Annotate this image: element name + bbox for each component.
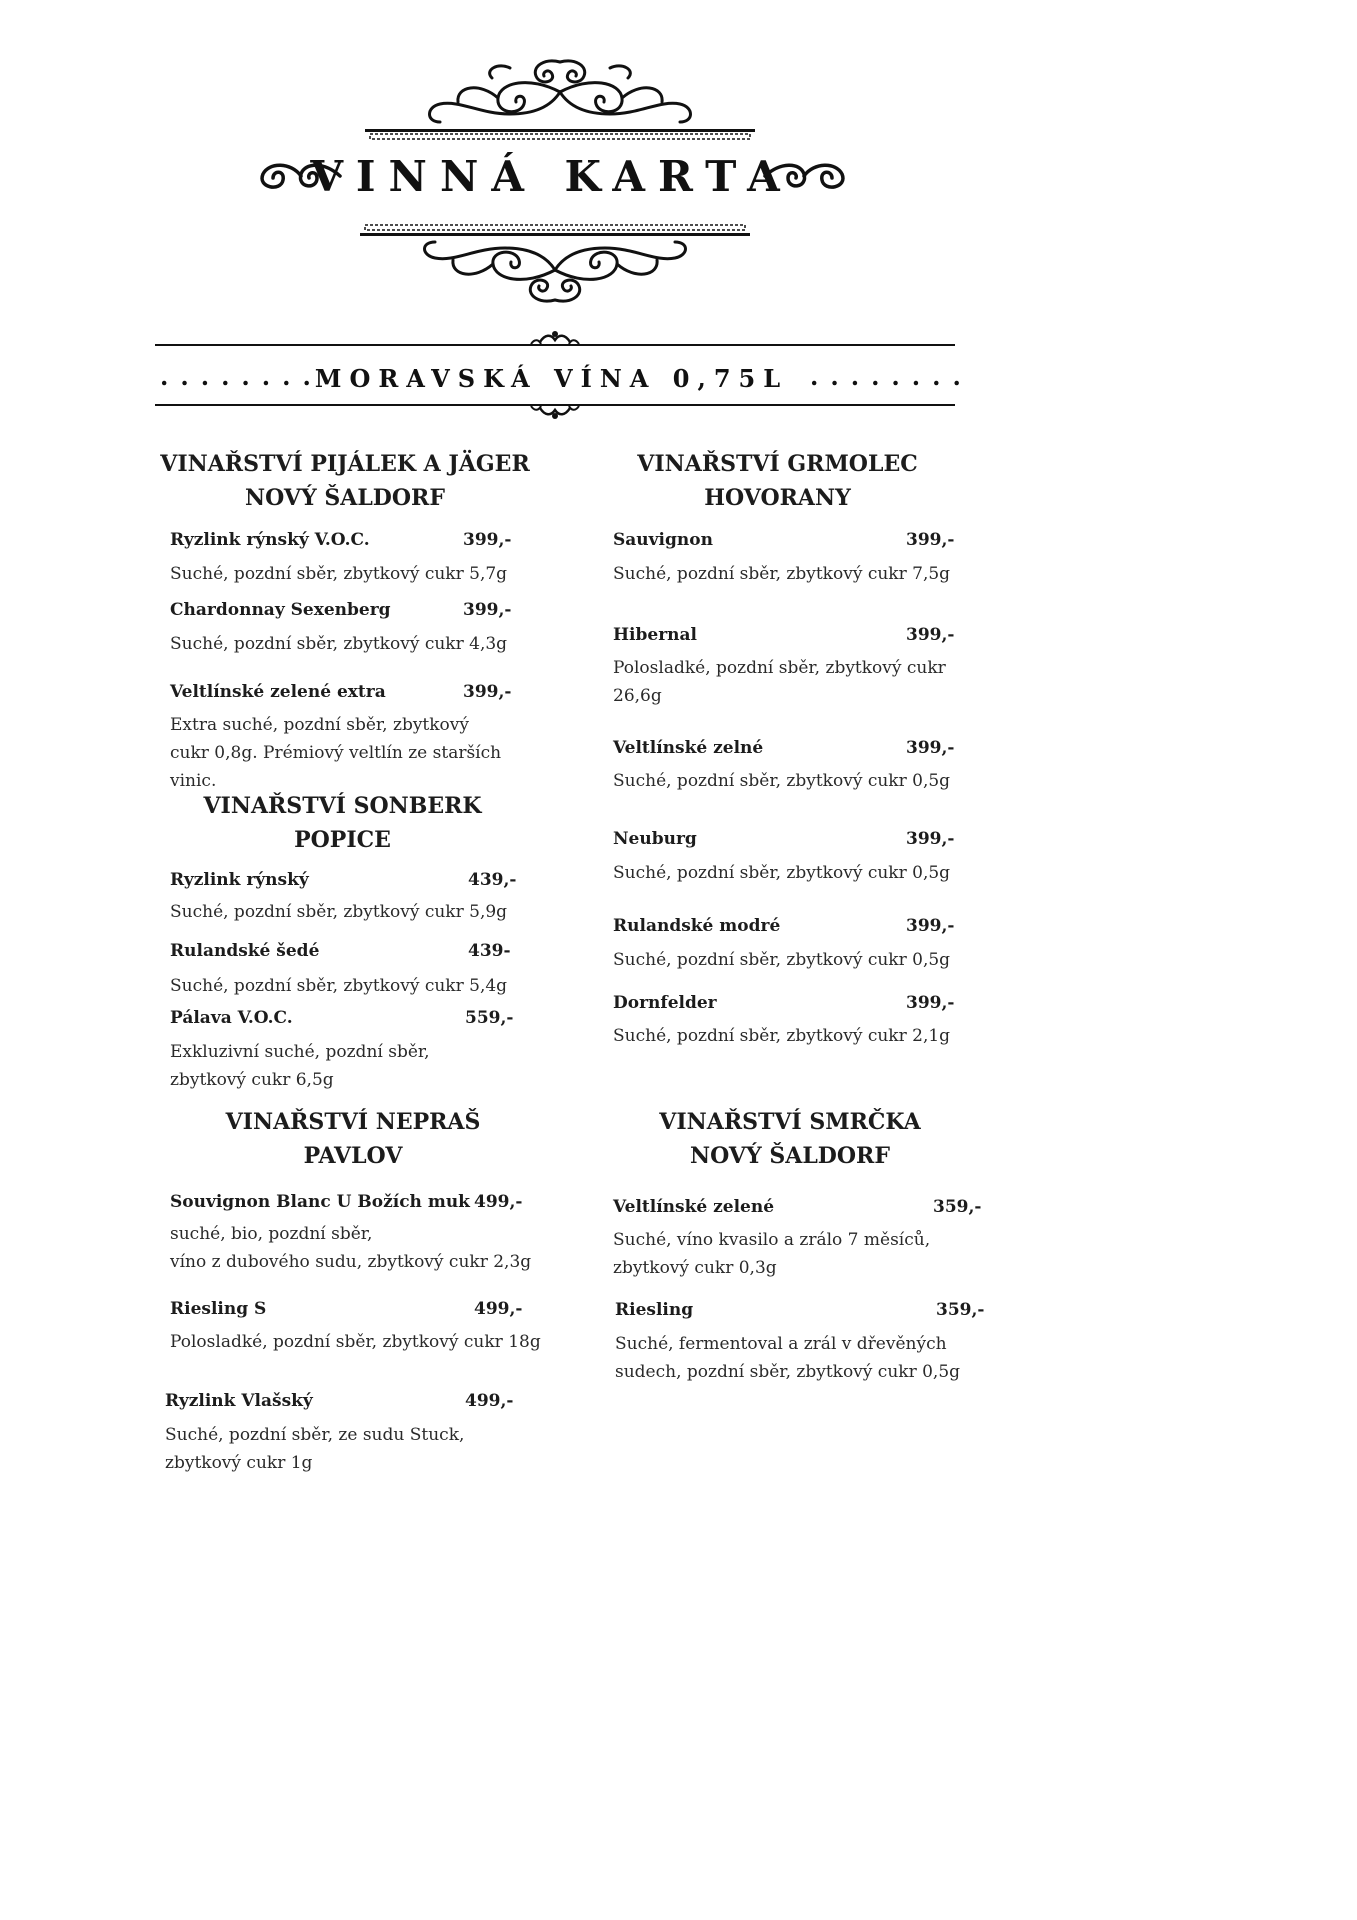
wine-name: Dornfelder xyxy=(613,993,717,1013)
wine-price: 399,- xyxy=(463,530,512,550)
wine-name: Hibernal xyxy=(613,625,698,645)
wine-price: 559,- xyxy=(465,1008,514,1028)
winery-heading xyxy=(595,1105,985,1173)
winery-location: PAVLOV xyxy=(303,1143,403,1169)
section-title: MORAVSKÁ VÍNA 0,75L xyxy=(314,364,789,393)
wine-description: Suché, pozdní sběr, zbytkový cukr 4,3g xyxy=(170,634,508,654)
banner-top-rule xyxy=(155,328,955,350)
wine-description: Suché, pozdní sběr, zbytkový cukr 5,4g xyxy=(170,976,508,996)
wine-name: Riesling xyxy=(615,1300,694,1320)
wine-description xyxy=(170,1220,550,1276)
wine-description: Suché, víno kvasilo a zrálo 7 měsíců, zbytkový cukr 0,3g xyxy=(613,1230,931,1278)
wine-name: Ryzlink Vlašský xyxy=(165,1391,313,1411)
wine-description-line: suché, bio, pozdní sběr, xyxy=(170,1224,373,1244)
wine-price: 399,- xyxy=(906,993,955,1013)
winery-heading xyxy=(150,789,535,857)
winery-name: VINAŘSTVÍ SONBERK xyxy=(203,793,482,819)
banner-bottom-rule xyxy=(155,400,955,422)
wine-name: Pálava V.O.C. xyxy=(170,1008,293,1028)
wine-name: Ryzlink rýnský xyxy=(170,870,309,890)
winery-name: VINAŘSTVÍ PIJÁLEK A JÄGER xyxy=(160,451,530,477)
wine-price: 399,- xyxy=(906,829,955,849)
wine-price: 499,- xyxy=(465,1391,514,1411)
wine-description: Suché, pozdní sběr, zbytkový cukr 2,1g xyxy=(613,1026,951,1046)
wine-name: Sauvignon xyxy=(613,530,713,550)
wine-name: Rulandské šedé xyxy=(170,941,320,961)
wine-name: Veltlínské zelné xyxy=(613,738,764,758)
winery-name: VINAŘSTVÍ GRMOLEC xyxy=(637,451,918,477)
bottom-flourish-ornament xyxy=(355,222,755,312)
wine-price: 439,- xyxy=(468,870,517,890)
winery-heading xyxy=(158,1105,548,1173)
wine-description: Polosladké, pozdní sběr, zbytkový cukr 18g xyxy=(170,1332,541,1352)
wine-price: 399,- xyxy=(906,530,955,550)
wine-name: Rulandské modré xyxy=(613,916,781,936)
top-flourish-ornament xyxy=(360,52,760,142)
winery-name: VINAŘSTVÍ NEPRAŠ xyxy=(225,1109,481,1135)
wine-description: Suché, pozdní sběr, zbytkový cukr 0,5g xyxy=(613,950,951,970)
wine-price: 399,- xyxy=(463,600,512,620)
wine-name: Chardonnay Sexenberg xyxy=(170,600,391,620)
wine-description: Suché, pozdní sběr, zbytkový cukr 5,9g xyxy=(170,902,508,922)
wine-price: 399,- xyxy=(463,682,512,702)
wine-price: 499,- xyxy=(474,1299,523,1319)
wine-name: Neuburg xyxy=(613,829,697,849)
wine-description: Suché, pozdní sběr, zbytkový cukr 0,5g xyxy=(613,771,951,791)
banner-dots-right: ........ xyxy=(810,362,973,391)
winery-location: POPICE xyxy=(294,827,391,853)
winery-heading xyxy=(150,447,540,515)
wine-price: 439- xyxy=(468,941,511,961)
wine-price: 399,- xyxy=(906,625,955,645)
wine-name: Ryzlink rýnský V.O.C. xyxy=(170,530,370,550)
page-title: VINNÁ KARTA xyxy=(310,152,793,201)
wine-price: 359,- xyxy=(933,1197,982,1217)
wine-name: Souvignon Blanc U Božích muk xyxy=(170,1192,470,1212)
wine-name: Veltlínské zelené xyxy=(613,1197,775,1217)
wine-description: Suché, pozdní sběr, ze sudu Stuck, zbytkový cukr 1g xyxy=(165,1425,465,1473)
winery-heading xyxy=(585,447,970,515)
winery-location: HOVORANY xyxy=(704,485,851,511)
wine-price: 399,- xyxy=(906,916,955,936)
wine-description: Suché, pozdní sběr, zbytkový cukr 5,7g xyxy=(170,564,508,584)
winery-name: VINAŘSTVÍ SMRČKA xyxy=(659,1109,921,1135)
wine-description: Extra suché, pozdní sběr, zbytkový cukr 0,8g. Prémiový veltlín ze starších vinic. xyxy=(170,715,502,791)
wine-description: Suché, pozdní sběr, zbytkový cukr 7,5g xyxy=(613,564,951,584)
wine-description: Exkluzivní suché, pozdní sběr, zbytkový cukr 6,5g xyxy=(170,1042,430,1090)
winery-location: NOVÝ ŠALDORF xyxy=(690,1143,890,1169)
banner-dots-left: ........ xyxy=(160,362,323,391)
wine-name: Veltlínské zelené extra xyxy=(170,682,386,702)
wine-description: Polosladké, pozdní sběr, zbytkový cukr 26,6g xyxy=(613,658,946,706)
wine-price: 499,- xyxy=(474,1192,523,1212)
wine-price: 399,- xyxy=(906,738,955,758)
title-scroll-right xyxy=(760,156,850,196)
wine-description: Suché, fermentoval a zrál v dřevěných sudech, pozdní sběr, zbytkový cukr 0,5g xyxy=(615,1334,961,1382)
wine-price: 359,- xyxy=(936,1300,985,1320)
winery-location: NOVÝ ŠALDORF xyxy=(245,485,445,511)
wine-description: Suché, pozdní sběr, zbytkový cukr 0,5g xyxy=(613,863,951,883)
wine-name: Riesling S xyxy=(170,1299,267,1319)
wine-description-line: víno z dubového sudu, zbytkový cukr 2,3g xyxy=(170,1252,532,1272)
